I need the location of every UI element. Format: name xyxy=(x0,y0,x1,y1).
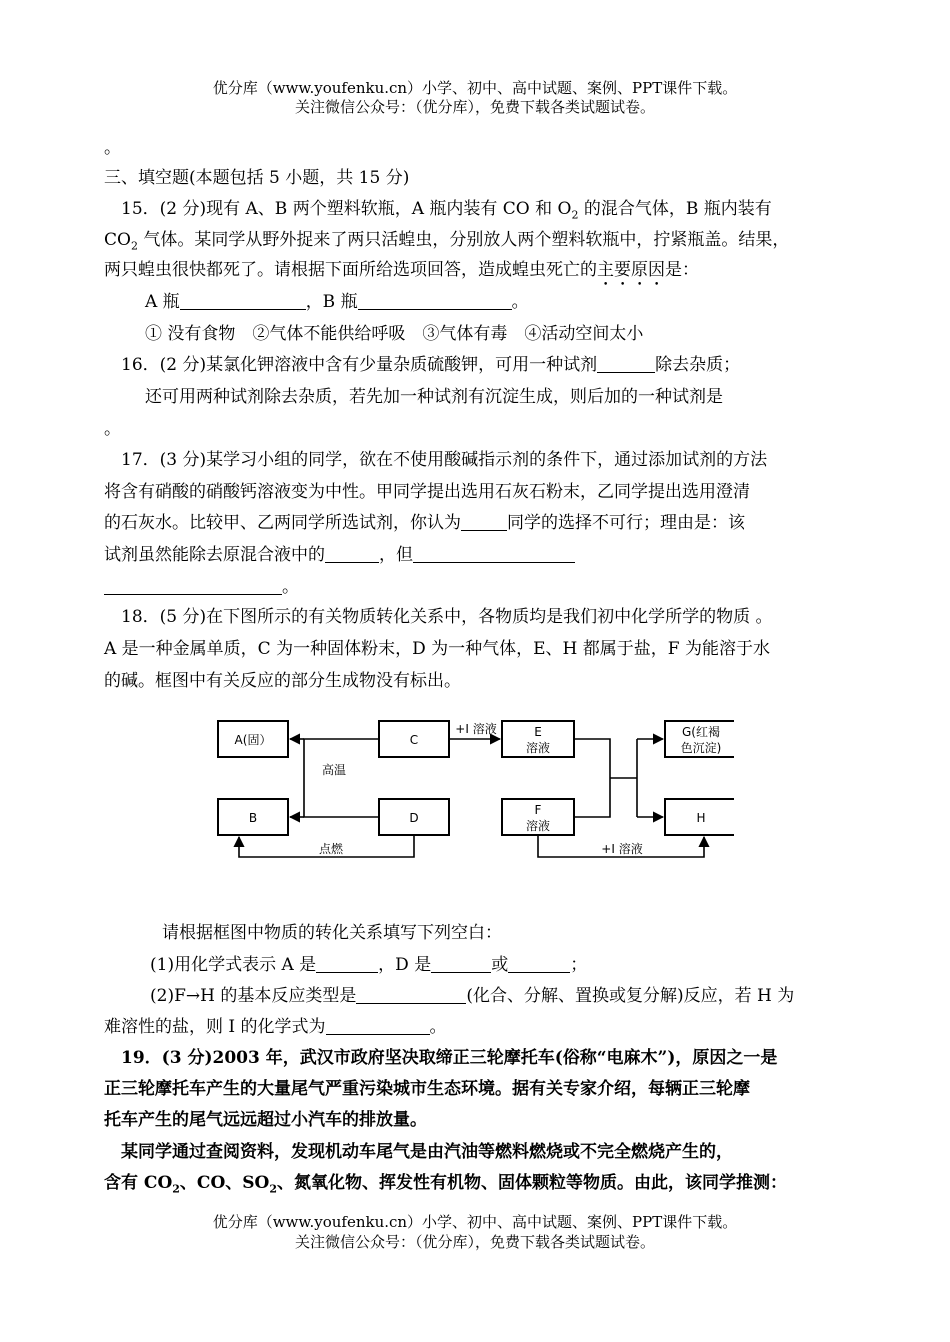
label-h: H xyxy=(696,811,706,825)
q18-part-2: (2)F→H 的基本反应类型是 (化合、分解、置换或复分解)反应，若 H 为 xyxy=(150,986,795,1006)
q15-line-1: 15．(2 分)现有 A、B 两个塑料软瓶，A 瓶内装有 CO 和 $O_2$ 的混合气体，B 瓶内装有 xyxy=(121,199,772,222)
q18-blank-a[interactable] xyxy=(316,956,378,973)
q19-line-3: 托车产生的尾气远远超过小汽车的排放量。 xyxy=(104,1110,427,1130)
q17-blank-1[interactable] xyxy=(461,514,507,531)
q18-blank-d1[interactable] xyxy=(431,956,491,973)
label-high-temp: 高温 xyxy=(321,763,347,777)
q18-prompt: 请根据框图中物质的转化关系填写下列空白： xyxy=(162,923,502,943)
q16-line-3: 。 xyxy=(104,419,121,439)
footer-line-1: 优分库（www.youfenku.cn）小学、初中、高中试题、案例、PPT课件下载。 xyxy=(212,1213,738,1231)
q19-line-2: 正三轮摩托车产生的大量尾气严重污染城市生态环境。据有关专家介绍，每辆正三轮摩 xyxy=(104,1079,750,1099)
label-f1: F xyxy=(534,803,542,817)
q16-line-1: 16．(2 分)某氯化钾溶液中含有少量杂质硫酸钾，可用一种试剂 除去杂质； xyxy=(121,355,741,375)
label-c: C xyxy=(409,733,419,747)
q15-blank-a[interactable] xyxy=(180,293,306,310)
label-g1: G(红褐 xyxy=(682,725,720,739)
q15-line-2: $CO_2$ 气体。某同学从野外捉来了两只活蝗虫，分别放人两个塑料软瓶中，拧紧瓶盖。结果， xyxy=(104,230,790,253)
footer-line-2: 关注微信公众号：（优分库），免费下载各类试题试卷。 xyxy=(294,1233,655,1251)
q18-line-3: 的碱。框图中有关反应的部分生成物没有标出。 xyxy=(104,671,461,691)
q17-blank-4[interactable] xyxy=(104,578,282,595)
q17-blank-3[interactable] xyxy=(413,546,575,563)
q17-line-2: 将含有硝酸的硝酸钙溶液变为中性。甲同学提出选用石灰石粉末，乙同学提出选用澄清 xyxy=(104,482,750,502)
label-d: D xyxy=(409,811,419,825)
q17-line-1: 17．(3 分)某学习小组的同学，欲在不使用酸碱指示剂的条件下，通过添加试剂的方法 xyxy=(121,450,768,470)
conversion-diagram xyxy=(214,712,734,862)
q18-part-1: (1)用化学式表示 A 是 ，D 是 或 ； xyxy=(150,955,588,975)
q18-line-1: 18．(5 分)在下图所示的有关物质转化关系中，各物质均是我们初中化学所学的物质 。 xyxy=(121,607,773,627)
label-plus-i-bottom: +I 溶液 xyxy=(601,842,643,856)
q17-line-5: 。 xyxy=(104,576,299,598)
label-b: B xyxy=(248,811,258,825)
q17-line-3: 的石灰水。比较甲、乙两同学所选试剂，你认为 同学的选择不可行；理由是：该 xyxy=(104,513,745,533)
q15-blank-b[interactable] xyxy=(358,293,512,310)
q15-answer-line: A 瓶 ，B 瓶 。 xyxy=(145,292,529,312)
emphasis-main-cause: 主要原因 xyxy=(597,260,665,280)
label-a: A(固） xyxy=(234,733,272,747)
q15-line-3: 两只蝗虫很快都死了。请根据下面所给选项回答，造成蝗虫死亡的主要原因是： xyxy=(104,260,699,280)
label-e2: 溶液 xyxy=(525,741,551,755)
label-f2: 溶液 xyxy=(525,819,551,833)
q19-line-5: 含有 $CO_2$、CO、$SO_2$、氮氧化物、挥发性有机物、固体颗粒等物质。由此，该同学推测： xyxy=(104,1173,788,1196)
q18-part-3: 难溶性的盐，则 I 的化学式为 。 xyxy=(104,1017,447,1037)
q16-line-2: 还可用两种试剂除去杂质，若先加一种试剂有沉淀生成，则后加的一种试剂是 xyxy=(145,387,723,407)
label-ignite: 点燃 xyxy=(318,842,344,856)
header-line-2: 关注微信公众号：（优分库），免费下载各类试题试卷。 xyxy=(294,98,655,116)
q18-blank-type[interactable] xyxy=(356,987,466,1004)
section-title: 三、填空题(本题包括 5 小题，共 15 分) xyxy=(104,168,410,188)
q18-blank-i[interactable] xyxy=(326,1018,430,1035)
q15-options: ① 没有食物 ②气体不能供给呼吸 ③气体有毒 ④活动空间太小 xyxy=(145,324,644,344)
q18-line-2: A 是一种金属单质，C 为一种固体粉末，D 为一种气体，E、H 都属于盐，F 为能溶于水 xyxy=(104,639,770,659)
q19-line-1: 19．(3 分)2003 年，武汉市政府坚决取缔正三轮摩托车(俗称“电麻木”)，原因之一是 xyxy=(121,1048,778,1068)
label-g2: 色沉淀) xyxy=(680,741,722,755)
q17-blank-2[interactable] xyxy=(325,546,379,563)
q16-blank-1[interactable] xyxy=(597,356,655,373)
label-e1: E xyxy=(534,725,542,739)
label-plus-i-top: +I 溶液 xyxy=(455,722,497,736)
header-line-1: 优分库（www.youfenku.cn）小学、初中、高中试题、案例、PPT课件下载。 xyxy=(212,79,738,97)
stray-period: 。 xyxy=(104,138,121,158)
q19-line-4: 某同学通过查阅资料，发现机动车尾气是由汽油等燃料燃烧或不完全燃烧产生的， xyxy=(121,1142,733,1162)
q17-line-4: 试剂虽然能除去原混合液中的 ，但 xyxy=(104,544,575,566)
q18-blank-d2[interactable] xyxy=(508,956,570,973)
